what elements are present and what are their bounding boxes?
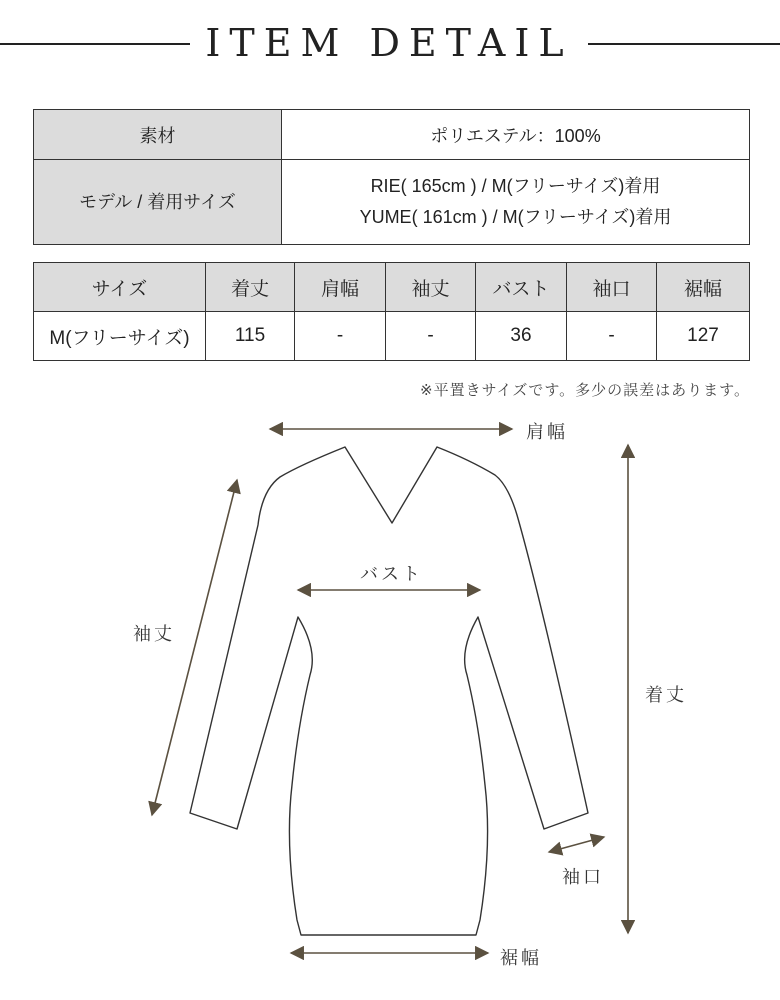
size-header-hem: 裾幅 — [657, 263, 750, 312]
title-row — [0, 18, 780, 68]
material-value-line: ポリエステル：100% — [430, 125, 601, 146]
cuff-label: 袖口 — [562, 867, 604, 887]
model-label: モデル / 着用サイズ — [34, 160, 282, 245]
hem-label: 裾幅 — [500, 948, 542, 968]
title-rule-left — [0, 43, 190, 45]
size-cell-sleeve: - — [386, 312, 476, 361]
size-cell-length: 115 — [206, 312, 295, 361]
size-header-shoulder: 肩幅 — [295, 263, 386, 312]
size-table-header — [34, 263, 750, 312]
size-cell-size: M(フリーサイズ) — [34, 312, 206, 361]
size-header-bust: バスト — [476, 263, 567, 312]
length-label: 着丈 — [645, 685, 687, 705]
model-value — [282, 160, 750, 245]
measurement-note: ※平置きサイズです。多少の誤差はあります。 — [420, 382, 750, 399]
size-header-cuff: 袖口 — [567, 263, 657, 312]
size-table — [33, 262, 750, 361]
sleeve-length-arrow — [152, 480, 237, 815]
material-label: 素材 — [34, 110, 282, 160]
table-row — [34, 312, 750, 361]
cuff-arrow — [549, 837, 604, 852]
bust-label: バスト — [360, 564, 423, 584]
model-value-line-2: YUME( 161cm ) / M(フリーサイズ)着用 — [359, 207, 672, 227]
size-header-length: 着丈 — [206, 263, 295, 312]
size-cell-cuff: - — [567, 312, 657, 361]
size-header-size: サイズ — [34, 263, 206, 312]
size-cell-hem: 127 — [657, 312, 750, 361]
model-value-line-1: RIE( 165cm ) / M(フリーサイズ)着用 — [370, 176, 661, 196]
dress-outline — [190, 447, 588, 935]
size-header-sleeve: 袖丈 — [386, 263, 476, 312]
model-row — [34, 160, 750, 245]
shoulder-label: 肩幅 — [526, 422, 568, 442]
material-value — [282, 110, 750, 160]
sleeve-length-label: 袖丈 — [133, 624, 175, 644]
size-cell-shoulder: - — [295, 312, 386, 361]
material-table — [33, 109, 750, 245]
title-rule-right — [588, 43, 780, 45]
page-title: ITEM DETAIL — [205, 21, 573, 65]
size-cell-bust: 36 — [476, 312, 567, 361]
material-row — [34, 110, 750, 160]
